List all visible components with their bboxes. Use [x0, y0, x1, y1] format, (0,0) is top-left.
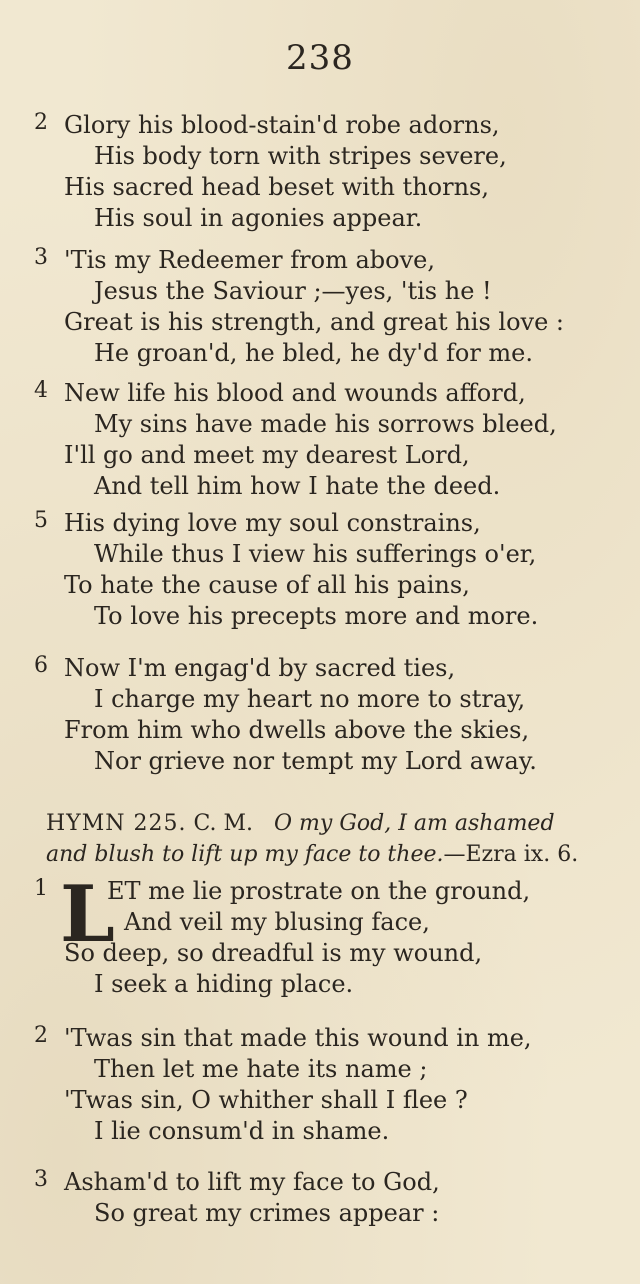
- hymn-heading: [46, 808, 626, 870]
- verse-line: He groan'd, he bled, he dy'd for me.: [94, 339, 534, 367]
- verse-line: From him who dwells above the skies,: [64, 716, 530, 744]
- page-number: 238: [286, 38, 354, 78]
- verse-line: So deep, so dreadful is my wound,: [64, 939, 483, 967]
- verse-line: Great is his strength, and great his love :: [64, 308, 565, 336]
- verse-line: His body torn with stripes severe,: [94, 142, 507, 170]
- verse-line: I lie consum'd in shame.: [94, 1117, 390, 1145]
- stanza-number: 2: [34, 1023, 48, 1048]
- verse-line: 'Tis my Redeemer from above,: [64, 246, 435, 274]
- verse-line: I'll go and meet my dearest Lord,: [64, 441, 470, 469]
- stanza-3: [0, 245, 640, 369]
- scripture-reference: —Ezra ix. 6.: [443, 842, 579, 867]
- verse-line: Asham'd to lift my face to God,: [64, 1168, 440, 1196]
- stanza-number: 2: [34, 110, 48, 135]
- verse-line: Now I'm engag'd by sacred ties,: [64, 654, 456, 682]
- verse-line: To hate the cause of all his pains,: [64, 571, 470, 599]
- stanza-number: 6: [34, 653, 48, 678]
- verse-line: And veil my blusing face,: [124, 908, 430, 936]
- verse-line: Nor grieve nor tempt my Lord away.: [94, 747, 537, 775]
- stanza-2: [0, 110, 640, 234]
- stanza-4: [0, 378, 640, 502]
- verse-line: New life his blood and wounds afford,: [64, 379, 526, 407]
- stanza-number: 5: [34, 508, 48, 533]
- stanza-5: [0, 508, 640, 632]
- verse-line: His dying love my soul constrains,: [64, 509, 481, 537]
- verse-line: My sins have made his sorrows bleed,: [94, 410, 557, 438]
- verse-line: 'Twas sin, O whither shall I flee ?: [64, 1086, 468, 1114]
- stanza-number: 1: [34, 876, 48, 901]
- stanza-number: 3: [34, 245, 48, 270]
- hymn-motto-line2: and blush to lift up my face to thee.: [46, 842, 444, 867]
- verse-line: I seek a hiding place.: [94, 970, 354, 998]
- verse-line: His soul in agonies appear.: [94, 204, 423, 232]
- verse-line: Jesus the Saviour ;—yes, 'tis he !: [94, 277, 492, 305]
- verse-line: While thus I view his sufferings o'er,: [94, 540, 537, 568]
- hymn-stanza-2: [0, 1023, 640, 1147]
- verse-line: To love his precepts more and more.: [94, 602, 539, 630]
- hymn-meter: C. M.: [193, 811, 254, 836]
- verse-line: His sacred head beset with thorns,: [64, 173, 489, 201]
- stanza-number: 3: [34, 1167, 48, 1192]
- drop-cap-letter: L: [60, 869, 115, 960]
- verse-line: I charge my heart no more to stray,: [94, 685, 526, 713]
- hymn-stanza-3: [0, 1167, 640, 1229]
- verse-line: Glory his blood-stain'd robe adorns,: [64, 111, 500, 139]
- verse-line: ET me lie prostrate on the ground,: [107, 877, 531, 905]
- verse-line: So great my crimes appear :: [94, 1199, 440, 1227]
- verse-line: 'Twas sin that made this wound in me,: [64, 1024, 532, 1052]
- stanza-number: 4: [34, 378, 48, 403]
- hymn-motto-line1: O my God, I am ashamed: [274, 811, 555, 836]
- verse-line: Then let me hate its name ;: [94, 1055, 428, 1083]
- verse-line: And tell him how I hate the deed.: [94, 472, 501, 500]
- stanza-6: [0, 653, 640, 777]
- hymn-title: HYMN 225.: [46, 811, 187, 836]
